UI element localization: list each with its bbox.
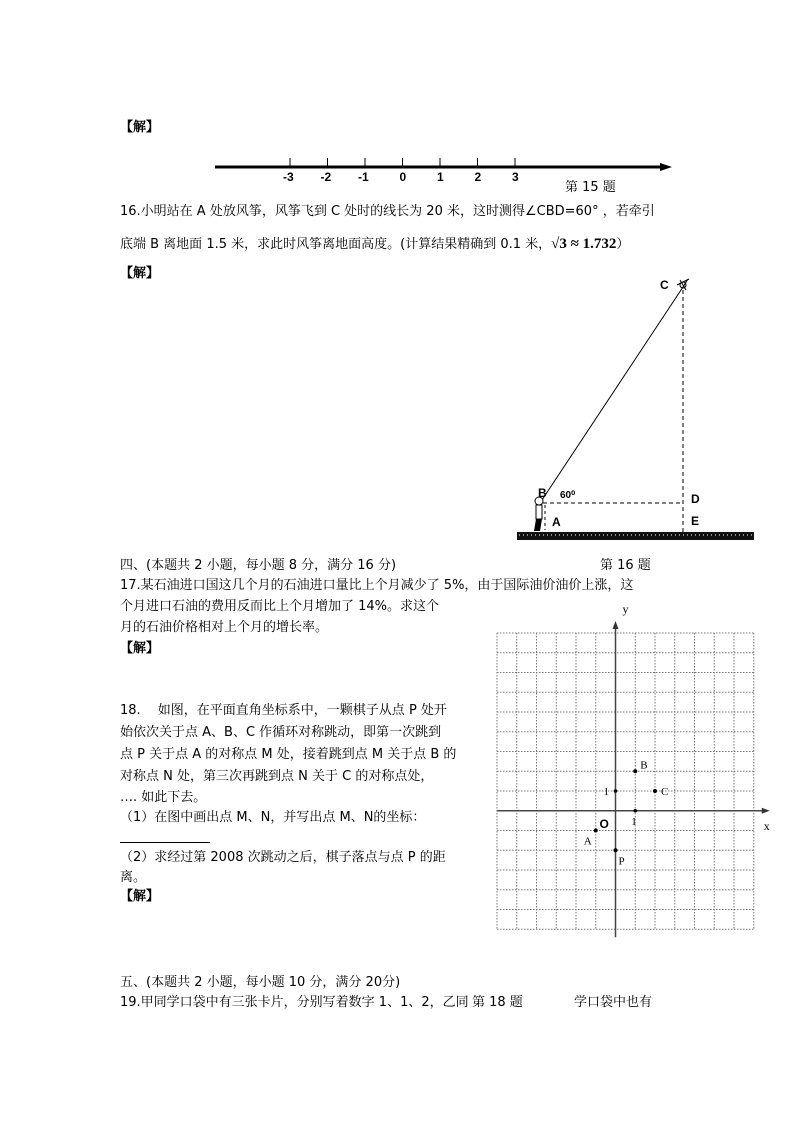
q17-answer-label: 【解】	[120, 641, 160, 656]
x-axis-arrow-icon	[762, 808, 770, 814]
number-line-tick-label: 3	[512, 170, 519, 184]
q17-line2: 个月进口石油的费用反而比上个月增加了 14%。求这个	[120, 599, 440, 614]
q18-line: 对称点 N 处，第三次再跳到点 N 关于 C 的对称点处，	[120, 769, 434, 784]
q16-caption: 第 16 题	[600, 558, 651, 573]
label-d: D	[691, 492, 700, 506]
number-line-tick-label: -2	[320, 170, 332, 184]
y-axis-label: y	[622, 602, 629, 616]
number-line-tick-label: 1	[437, 170, 444, 184]
point-b	[633, 769, 637, 773]
point-p	[614, 848, 618, 852]
q15-caption: 第 15 题	[565, 180, 616, 195]
point-label-c: C	[661, 786, 669, 798]
q16-line2-text: 底端 B 离地面 1.5 米，求此时风筝离地面高度。(计算结果精确到 0.1 米，	[120, 237, 552, 252]
x-tick-mark	[633, 809, 637, 813]
x-tick-label: 1	[631, 815, 637, 828]
q19-line1b: 学口袋中也有	[574, 995, 653, 1010]
q18-line: 始依次关于点 A、B、C 作循环对称跳动，即第一次跳到	[120, 725, 442, 740]
q18-line: （1）在图中画出点 M、N，并写出点 M、N的坐标：	[120, 810, 426, 825]
q16-line2-end: ）	[616, 237, 630, 252]
number-line-tick-label: 2	[474, 170, 482, 184]
q18-line: 点 P 关于点 A 的对称点 M 处，接着跳到点 M 关于点 B 的	[120, 747, 457, 762]
y-axis-arrow-icon	[613, 621, 619, 629]
x-axis-label: x	[763, 818, 770, 833]
label-angle: 60⁰	[560, 490, 576, 501]
label-b: B	[538, 486, 547, 500]
q18-line: …. 如此下去。	[120, 790, 207, 805]
q18-caption: 第 18 题	[472, 995, 523, 1010]
origin-label: O	[599, 816, 609, 831]
number-line-tick-label: -1	[358, 170, 369, 184]
point-a	[594, 829, 598, 833]
section4-heading: 四、(本题共 2 小题，每小题 8 分，满分 16 分)	[120, 558, 397, 573]
label-e: E	[691, 514, 700, 528]
point-c	[653, 789, 657, 793]
point-label-b: B	[640, 759, 648, 772]
y-tick-mark	[614, 789, 618, 793]
sqrt3-approx: √3 ≈ 1.732	[551, 236, 617, 252]
q19-line1a: 19.甲同学口袋中有三张卡片，分别写着数字 1、1、2，乙同	[120, 995, 469, 1010]
y-tick-label: 1	[603, 786, 609, 798]
q17-line1: 17.某石油进口国这几个月的石油进口量比上个月减少了 5%，由于国际油价油价上涨，这	[120, 578, 634, 593]
q17-line3: 月的石油价格相对上个月的增长率。	[120, 620, 329, 635]
q18-answer-label: 【解】	[120, 889, 160, 904]
q16-line1: 16.小明站在 A 处放风筝，风筝飞到 C 处时的线长为 20 米，这时测得∠CBD=60° ，若牵引	[120, 204, 655, 219]
q18-line: 离。	[120, 870, 147, 885]
section5-heading: 五、(本题共 2 小题，每小题 10 分，满分 20分)	[120, 975, 401, 990]
point-label-a: A	[583, 835, 592, 848]
q16-answer-label: 【解】	[120, 266, 160, 281]
point-label-p: P	[618, 855, 625, 868]
label-c: C	[660, 278, 669, 292]
q18-line: 18. 如图，在平面直角坐标系中，一颗棋子从点 P 处开	[120, 703, 447, 718]
q18-line: （2）求经过第 2008 次跳动之后，棋子落点与点 P 的距	[120, 850, 446, 865]
label-a: A	[552, 515, 561, 529]
number-line-tick-label: 0	[399, 170, 407, 184]
number-line-tick-label: -3	[283, 170, 294, 184]
q15-answer-label: 【解】	[120, 120, 160, 135]
